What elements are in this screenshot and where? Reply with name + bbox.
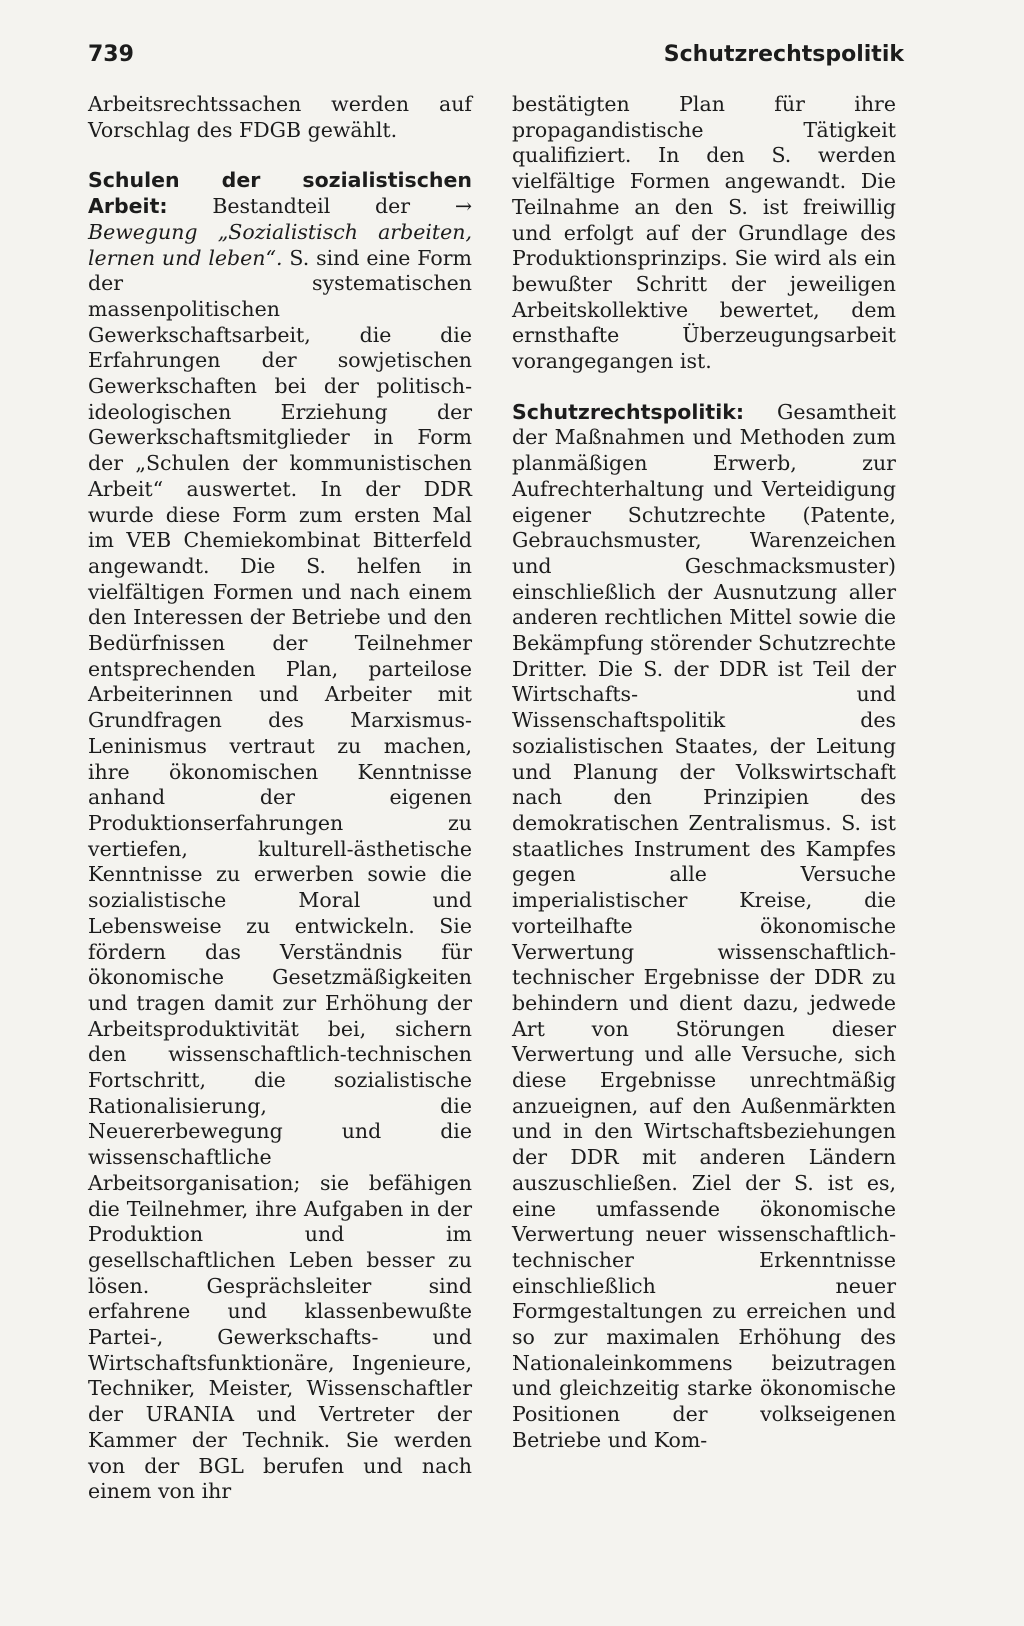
left-column — [88, 92, 472, 1505]
page-number: 739 — [88, 42, 134, 67]
continuation-text: Arbeitsrechtssachen werden auf Vorschlag des FDGB gewählt. — [88, 92, 472, 142]
entry-text: S. sind eine Form der systematischen massenpolitischen Gewerkschaftsarbeit, die die Erfahrungen der sowjetischen Gewerkschaften bei der politisch-ideologischen Erziehung der Gewerkschaftsmitglieder in Form der „Schulen der kommunistischen Arbeit“ auswertet. In der DDR wurde diese Form zum ersten Mal im VEB Chemiekombinat Bitterfeld angewandt. Die S. helfen in vielfältigen Formen und nach einem den Interessen der Betriebe und den Bedürfnissen der Teilnehmer entsprechenden Plan, parteilose Arbeiterinnen und Arbeiter mit Grundfragen des Marxismus-Leninismus vertraut zu machen, ihre ökonomischen Kenntnisse anhand der eigenen Produktionserfahrungen zu vertiefen, kulturell-ästhetische Kenntnisse zu erwerben sowie die sozialistische Moral und Lebensweise zu entwickeln. Sie fördern das Verständnis für ökonomische Gesetzmäßigkeiten und tragen damit zur Erhöhung der Arbeitsproduktivität bei, sichern den wissenschaftlich-technischen Fortschritt, die sozialistische Rationalisierung, die Neuererbewegung und die wissenschaftliche Arbeitsorganisation; sie befähigen die Teilnehmer, ihre Aufgaben in der Produktion und im gesellschaftlichen Leben besser zu lösen. Gesprächsleiter sind erfahrene und klassenbewußte Partei-, Gewerkschafts- und Wirtschaftsfunktionäre, Ingenieure, Techniker, Meister, Wissenschaftler der URANIA und Vertreter der Kammer der Technik. Sie werden von der BGL berufen und nach einem von ihr — [88, 245, 472, 1504]
entry-schulen-der-sozialistischen-arbeit — [88, 168, 472, 1505]
entry-headword: Schulen der sozialistischen Arbeit: — [88, 168, 472, 219]
entry-text: Bestandteil der → — [167, 194, 472, 219]
entry-headword: Schutzrechtspolitik: — [512, 399, 745, 424]
entry-text: Gesamtheit der Maßnahmen und Methoden zum planmäßigen Erwerb, zur Aufrechterhaltung und Verteidigung eigener Schutzrechte (Patente, Gebrauchsmuster, Warenzeichen und Geschmacksmuster) einschließlich der Ausnutzung aller anderen rechtlichen Mittel sowie die Bekämpfung störender Schutzrechte Dritter. Die S. der DDR ist Teil der Wirtschafts- und Wissenschaftspolitik des sozialistischen Staates, der Leitung und Planung der Volkswirtschaft nach den Prinzipien des demokratischen Zentralismus. S. ist staatliches Instrument des Kampfes gegen alle Versuche imperialistischer Kreise, die vorteilhafte ökonomische Verwertung wissenschaftlich-technischer Ergebnisse der DDR zu behindern und dient dazu, jedwede Art von Störungen dieser Verwertung und alle Versuche, sich diese Ergebnisse unrechtmäßig anzueignen, auf den Außenmärkten und in den Wirtschaftsbeziehungen der DDR mit anderen Ländern auszuschließen. Ziel der S. ist es, eine umfassende ökonomische Verwertung neuer wissenschaftlich-technischer Erkenntnisse einschließlich neuer Formgestaltungen zu erreichen und so zur maximalen Erhöhung des Nationaleinkommens beizutragen und gleichzeitig starke ökonomische Positionen der volkseigenen Betriebe und Kom- — [512, 399, 896, 1452]
entry-schutzrechtspolitik — [512, 400, 896, 1454]
cross-reference: Bewegung „Sozialistisch arbeiten, lernen und leben“. — [88, 219, 472, 270]
continuation-text: bestätigten Plan für ihre propagandistische Tätigkeit qualifiziert. In den S. werden vielfältige Formen angewandt. Die Teilnahme an den S. ist freiwillig und erfolgt auf der Grundlage des Produktionsprinzips. Sie wird als ein bewußter Schritt der jeweiligen Arbeitskollektive bewertet, dem ernsthafte Überzeugungsarbeit vorangegangen ist. — [512, 92, 896, 374]
running-head: Schutzrechtspolitik — [663, 42, 904, 67]
right-column — [512, 92, 896, 1454]
